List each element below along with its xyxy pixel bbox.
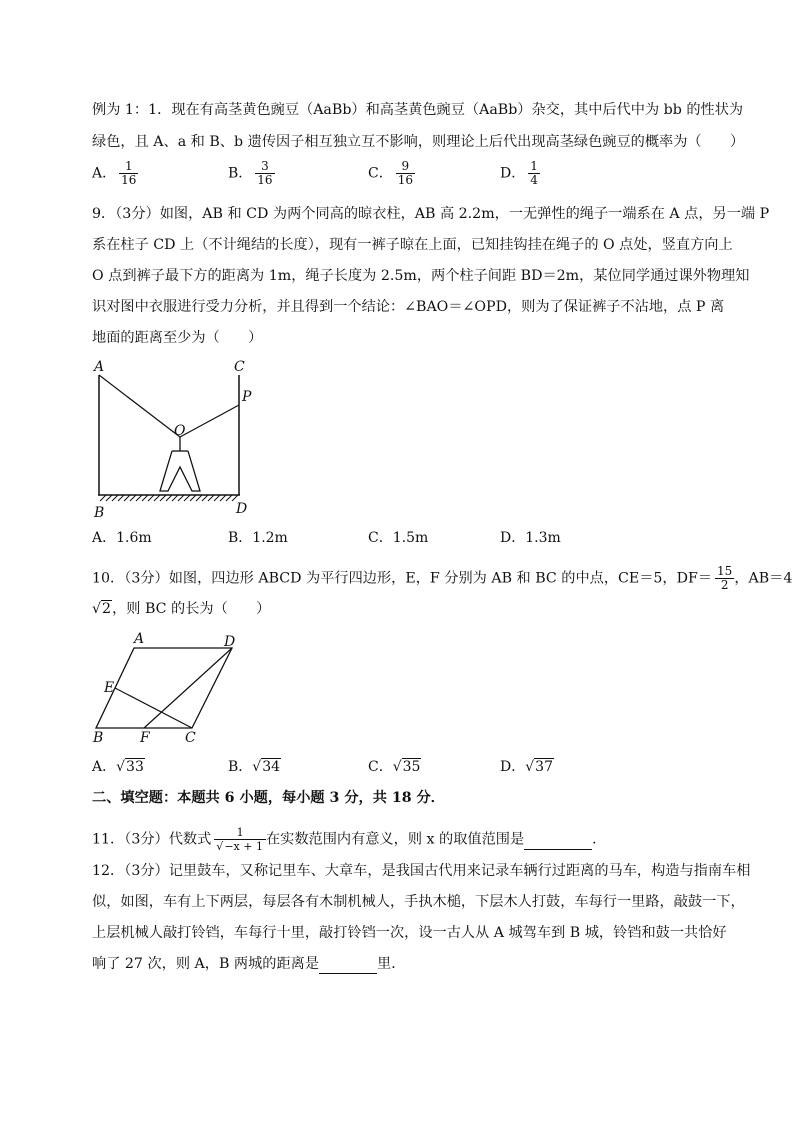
q9-figure xyxy=(88,355,263,520)
q12-line-4: 响了 27 次，则 A，B 两城的距离是 里． xyxy=(92,956,406,972)
q9-trousers xyxy=(160,437,200,491)
q10-option-d: D．√37 xyxy=(500,759,553,775)
q9-line-3: O 点到裤子最下方的距离为 1m，绳子长度为 2.5m，两个柱子间距 BD＝2m，某位同学通过课外物理知 xyxy=(92,268,750,284)
q9-line-1: 9．（3分）如图，AB 和 CD 为两个同高的晾衣柱，AB 高 2.2m，一无弹性的绳子一端系在 A 点，另一端 P xyxy=(92,206,770,222)
q8-option-c: C． $\frac{9}{16}$ xyxy=(368,159,413,187)
q10-segment-df xyxy=(144,648,232,728)
q9-label-d: D xyxy=(236,501,248,517)
q10-label-f: F xyxy=(140,730,150,746)
q9-option-d: D．1.3m xyxy=(500,530,561,546)
q10-parallelogram xyxy=(96,648,232,728)
q10-label-a: A xyxy=(134,631,145,647)
q9-line-4: 识对图中衣服进行受力分析，并且得到一个结论：∠BAO＝∠OPD，则为了保证裤子不沾地，点 P 离 xyxy=(92,299,725,315)
q10-option-a: A．√33 xyxy=(92,759,144,775)
q9-option-c: C．1.5m xyxy=(368,530,429,546)
q9-label-b: B xyxy=(94,505,105,520)
q8-option-b: B． $\frac{3}{16}$ xyxy=(228,159,273,187)
q12-line-3: 上层机械人敲打铃铛，车每行十里，敲打铃铛一次，设一古人从 A 城驾车到 B 城，铃铛和鼓一共恰好 xyxy=(92,925,727,941)
q9-line-2: 系在柱子 CD 上（不计绳结的长度），现有一裤子晾在上面，已知挂钩挂在绳子的 O 点处，竖直方向上 xyxy=(92,237,733,253)
q9-rope-op xyxy=(180,405,239,437)
q9-option-b: B．1.2m xyxy=(228,530,288,546)
q8-option-a: A． $\frac{1}{16}$ xyxy=(92,159,137,187)
q9-label-p: P xyxy=(242,389,252,405)
q9-ground xyxy=(98,495,240,501)
q10-label-d: D xyxy=(224,634,236,650)
q10-label-b: B xyxy=(93,730,104,746)
q8-line-2: 绿色，且 A、a 和 B、b 遗传因子相互独立互不影响，则理论上后代出现高茎绿色豌豆的概率为（ ） xyxy=(92,134,745,150)
q12-line-2: 似，如图，车有上下两层，每层各有木制机械人，手执木槌，下层木人打鼓，车每行一里路，敲鼓一下， xyxy=(92,894,745,910)
q10-label-e: E xyxy=(104,680,115,696)
q8-line-1: 例为 1：1．现在有高茎黄色豌豆（AaBb）和高茎黄色豌豆（AaBb）杂交，其中后代中为 bb 的性状为 xyxy=(92,102,744,118)
q9-label-a: A xyxy=(94,359,105,375)
q9-label-o: O xyxy=(174,423,186,439)
q10-line-2: √2，则 BC 的长为（ ） xyxy=(92,601,271,617)
q10-figure xyxy=(88,628,248,748)
q10-segment-ce xyxy=(115,688,192,728)
q10-option-b: B．√34 xyxy=(228,759,281,775)
q9-option-a: A．1.6m xyxy=(92,530,152,546)
q9-line-5: 地面的距离至少为（ ） xyxy=(92,330,263,346)
q10-label-c: C xyxy=(185,730,196,746)
q8-option-d: D． $\frac{1}{4}$ xyxy=(500,159,538,187)
q10-option-c: C．√35 xyxy=(368,759,421,775)
q12-line-1: 12．（3分）记里鼓车，又称记里车、大章车，是我国古代用来记录车辆行过距离的马车，构造与指南车相 xyxy=(92,863,751,879)
q11-answer-blank[interactable] xyxy=(524,831,592,850)
q10-line-1: 10．（3分）如图，四边形 ABCD 为平行四边形，E，F 分别为 AB 和 BC 的中点，CE＝5，DF＝ $\frac{15}{2}$ ，AB＝4 xyxy=(92,564,793,592)
q9-label-c: C xyxy=(234,359,245,375)
q11-line: 11．（3分）代数式 $\frac{1}{√-x + 1}$ 在实数范围内有意义，则 x 的取值范围是 ． xyxy=(92,826,607,853)
q9-rope-ao xyxy=(99,375,180,437)
section-heading-fill-in: 二、填空题：本题共 6 小题，每小题 3 分，共 18 分． xyxy=(92,790,445,806)
sqrt-symbol: √2 xyxy=(92,601,112,617)
q12-answer-blank[interactable] xyxy=(319,955,377,974)
